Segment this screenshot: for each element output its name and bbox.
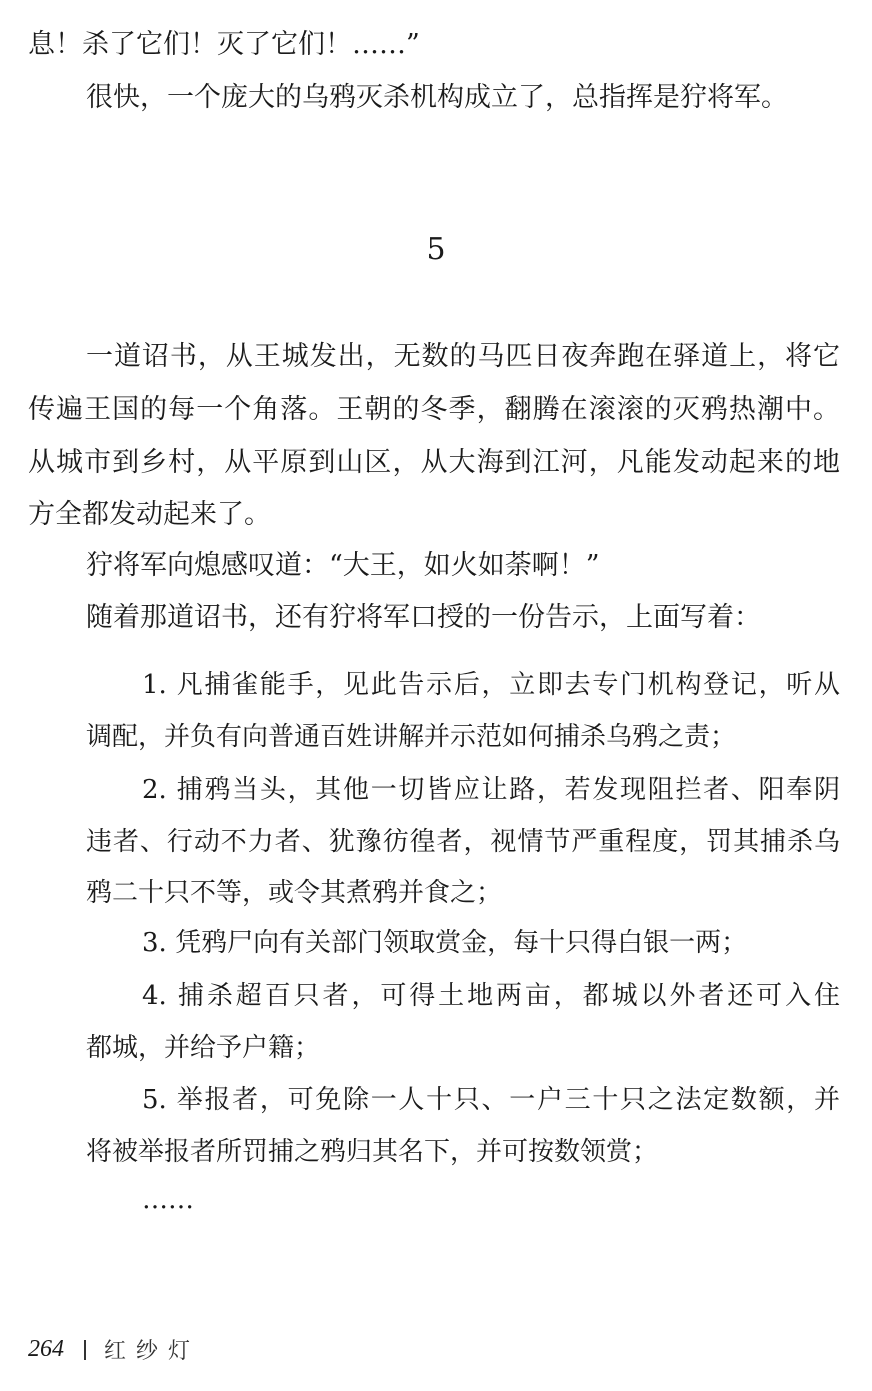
notice-item-5-cont: 将被举报者所罚捕之鸦归其名下，并可按数领赏； [86,1137,659,1167]
paragraph-line: 一道诏书，从王城发出，无数的马匹日夜奔跑在驿道上，将它 [86,341,840,372]
page-footer [28,1334,200,1365]
text-line: 息！杀了它们！灭了它们！……” [28,29,420,60]
paragraph-line: 狞将军向熄感叹道：“大王，如火如荼啊！” [86,550,600,581]
notice-item-1-cont: 调配，并负有向普通百姓讲解并示范如何捕杀乌鸦之责； [86,722,737,752]
page-number: 264 [28,1336,64,1362]
paragraph-line: 方全都发动起来了。 [28,499,271,530]
paragraph-line: 随着那道诏书，还有狞将军口授的一份告示，上面写着： [86,602,761,633]
notice-item-2-cont: 违者、行动不力者、犹豫彷徨者，视情节严重程度，罚其捕杀乌 [86,827,840,857]
notice-item-2: 2. 捕鸦当头，其他一切皆应让路，若发现阻拦者、阳奉阴 [142,775,840,805]
notice-item-2-cont: 鸦二十只不等，或令其煮鸦并食之； [86,878,503,908]
ellipsis: …… [142,1185,194,1215]
paragraph-line: 从城市到乡村，从平原到山区，从大海到江河，凡能发动起来的地 [28,447,840,478]
book-title: 红纱灯 [104,1339,201,1364]
notice-item-4: 4. 捕杀超百只者，可得土地两亩，都城以外者还可入住 [142,981,840,1011]
notice-item-4-cont: 都城，并给予户籍； [86,1033,321,1063]
paragraph-line: 传遍王国的每一个角落。王朝的冬季，翻腾在滚滚的灭鸦热潮中。 [28,394,840,425]
section-number: 5 [426,232,446,267]
divider [84,1340,86,1360]
notice-item-1: 1. 凡捕雀能手，见此告示后，立即去专门机构登记，听从 [142,670,840,700]
text-line: 很快，一个庞大的乌鸦灭杀机构成立了，总指挥是狞将军。 [86,82,788,113]
notice-item-3: 3. 凭鸦尸向有关部门领取赏金，每十只得白银一两； [142,928,748,958]
notice-item-5: 5. 举报者，可免除一人十只、一户三十只之法定数额，并 [142,1085,840,1115]
